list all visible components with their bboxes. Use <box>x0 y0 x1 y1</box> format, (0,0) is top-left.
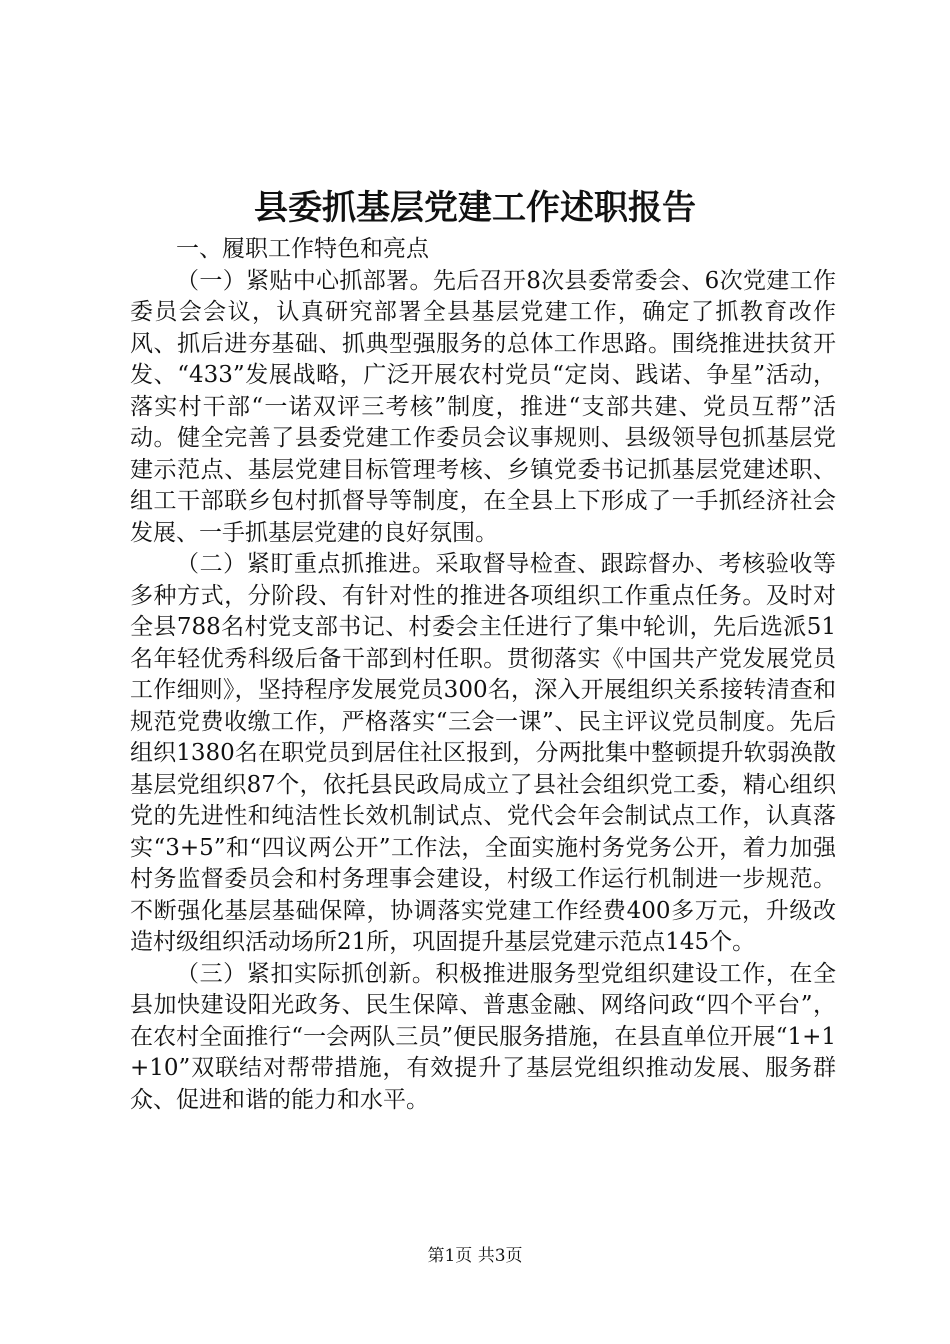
paragraph-3: （三）紧扣实际抓创新。积极推进服务型党组织建设工作，在全县加快建设阳光政务、民生保障、普惠金融、网络问政“四个平台”，在农村全面推行“一会两队三员”便民服务措施，在县直单位开展“1+1+10”双联结对帮带措施，有效提升了基层党组织推动发展、服务群众、促进和谐的能力和水平。 <box>130 960 836 1113</box>
paragraph-1: （一）紧贴中心抓部署。先后召开8次县委常委会、6次党建工作委员会会议，认真研究部署全县基层党建工作，确定了抓教育改作风、抓后进夯基础、抓典型强服务的总体工作思路。围绕推进扶贫开发、“433”发展战略，广泛开展农村党员“定岗、践诺、争星”活动，落实村干部“一诺双评三考核”制度，推进“支部共建、党员互帮”活动。健全完善了县委党建工作委员会议事规则、县级领导包抓基层党建示范点、基层党建目标管理考核、乡镇党委书记抓基层党建述职、组工干部联乡包村抓督导等制度，在全县上下形成了一手抓经济社会发展、一手抓基层党建的良好氛围。 <box>130 267 836 546</box>
page-footer: 第1页 共3页 <box>427 1246 523 1266</box>
document-body <box>130 234 836 1116</box>
section-heading: 一、履职工作特色和亮点 <box>176 236 429 262</box>
document-title: 县委抓基层党建工作述职报告 <box>254 188 696 228</box>
paragraph-2: （二）紧盯重点抓推进。采取督导检查、跟踪督办、考核验收等多种方式，分阶段、有针对性的推进各项组织工作重点任务。及时对全县788名村党支部书记、村委会主任进行了集中轮训，先后选派51名年轻优秀科级后备干部到村任职。贯彻落实《中国共产党发展党员工作细则》，坚持程序发展党员300名，深入开展组织关系接转清查和规范党费收缴工作，严格落实“三会一课”、民主评议党员制度。先后组织1380名在职党员到居住社区报到，分两批集中整顿提升软弱涣散基层党组织87个，依托县民政局成立了县社会组织党工委，精心组织党的先进性和纯洁性长效机制试点、党代会年会制试点工作，认真落实“3+5”和“四议两公开”工作法，全面实施村务党务公开，着力加强村务监督委员会和村务理事会建设，村级工作运行机制进一步规范。不断强化基层基础保障，协调落实党建工作经费400多万元，升级改造村级组织活动场所21所，巩固提升基层党建示范点145个。 <box>130 551 836 955</box>
